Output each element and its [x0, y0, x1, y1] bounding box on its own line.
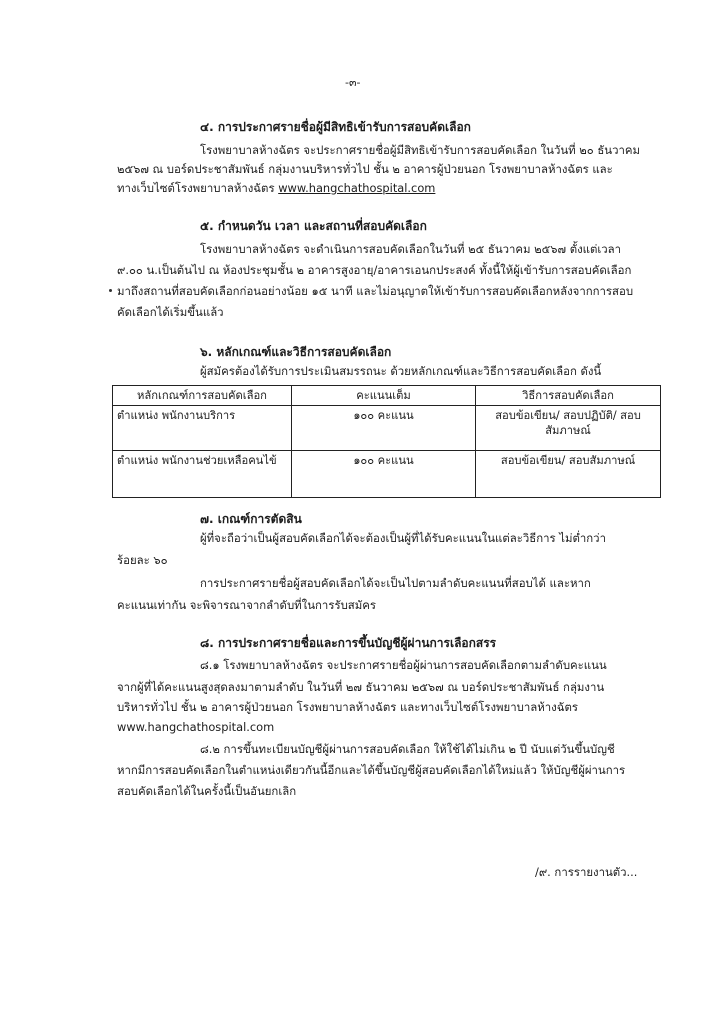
page-number: -๓-	[345, 76, 361, 89]
section-8-heading: ๘. การประกาศรายชื่อและการขึ้นบัญชีผู้ผ่านการเลือกสรร	[200, 636, 497, 650]
section-6-intro: ผู้สมัครต้องได้รับการประเมินสมรรถนะ ด้วยหลักเกณฑ์และวิธีการสอบคัดเลือก ดังนี้	[200, 364, 602, 378]
row-score: ๑๐๐ คะแนน	[292, 406, 476, 451]
section-7-line-1: ผู้ที่จะถือว่าเป็นผู้สอบคัดเลือกได้จะต้องเป็นผู้ที่ได้รับคะแนนในแต่ละวิธีการ ไม่ต่ำกว่า	[200, 531, 606, 545]
section-4-line-3-text: ทางเว็บไซต์โรงพยาบาลห้างฉัตร	[117, 181, 275, 195]
section-5-line-4: คัดเลือกได้เริ่มขึ้นแล้ว	[117, 305, 224, 319]
section-7-line-4: คะแนนเท่ากัน จะพิจารณาจากลำดับที่ในการรับสมัคร	[117, 598, 376, 612]
section-8-2-line-2: หากมีการสอบคัดเลือกในตำแหน่งเดียวกันนี้อีกและได้ขึ้นบัญชีผู้สอบคัดเลือกได้ใหม่แล้ว ให้บัญชีผู้ผ่านการ	[117, 763, 626, 777]
hospital-website-link[interactable]: www.hangchathospital.com	[278, 181, 436, 195]
section-5-line-1: โรงพยาบาลห้างฉัตร จะดำเนินการสอบคัดเลือกในวันที่ ๒๕ ธันวาคม ๒๕๖๗ ตั้งแต่เวลา	[200, 242, 622, 256]
criteria-table-header	[113, 386, 661, 406]
section-8-1-line-2: จากผู้ที่ได้คะแนนสูงสุดลงมาตามลำดับ ในวันที่ ๒๗ ธันวาคม ๒๕๖๗ ณ บอร์ดประชาสัมพันธ์ กลุ่มงาน	[117, 680, 605, 694]
section-7-heading: ๗. เกณฑ์การตัดสิน	[200, 512, 302, 526]
row-position: ตำแหน่ง พนักงานช่วยเหลือคนไข้	[113, 451, 292, 498]
section-6-heading: ๖. หลักเกณฑ์และวิธีการสอบคัดเลือก	[200, 345, 392, 359]
criteria-table	[112, 385, 661, 498]
section-4-line-2: ๒๕๖๗ ณ บอร์ดประชาสัมพันธ์ กลุ่มงานบริหารทั่วไป ชั้น ๒ อาคารผู้ป่วยนอก โรงพยาบาลห้างฉัตร และ	[117, 162, 613, 176]
margin-dot	[109, 289, 112, 292]
section-8-1-line-1: ๘.๑ โรงพยาบาลห้างฉัตร จะประกาศรายชื่อผู้ผ่านการสอบคัดเลือกตามลำดับคะแนน	[200, 658, 607, 672]
section-8-1-line-3: บริหารทั่วไป ชั้น ๒ อาคารผู้ป่วยนอก โรงพยาบาลห้างฉัตร และทางเว็บไซต์โรงพยาบาลห้างฉัตร	[117, 700, 578, 714]
row-method	[476, 451, 661, 498]
table-row	[113, 451, 661, 498]
row-score: ๑๐๐ คะแนน	[292, 451, 476, 498]
section-8-2-line-1: ๘.๒ การขึ้นทะเบียนบัญชีผู้ผ่านการสอบคัดเลือก ให้ใช้ได้ไม่เกิน ๒ ปี นับแต่วันขึ้นบัญชี	[200, 742, 615, 756]
row-method-line-1: สอบข้อเขียน/ สอบสัมภาษณ์	[500, 454, 636, 467]
section-4-line-1: โรงพยาบาลห้างฉัตร จะประกาศรายชื่อผู้มีสิทธิเข้ารับการสอบคัดเลือก ในวันที่ ๒๐ ธันวาคม	[200, 143, 640, 157]
row-method-line-1: สอบข้อเขียน/ สอบปฏิบัติ/ สอบ	[495, 409, 641, 422]
table-row	[113, 406, 661, 451]
section-4-heading: ๔. การประกาศรายชื่อผู้มีสิทธิเข้ารับการสอบคัดเลือก	[200, 120, 471, 134]
footer-continuation: /๙. การรายงานตัว...	[535, 865, 638, 879]
section-4-line-3	[117, 181, 435, 196]
header-criteria: หลักเกณฑ์การสอบคัดเลือก	[113, 386, 292, 406]
row-method	[476, 406, 661, 451]
row-position: ตำแหน่ง พนักงานบริการ	[113, 406, 292, 451]
header-full-score: คะแนนเต็ม	[292, 386, 476, 406]
section-8-2-line-3: สอบคัดเลือกได้ในครั้งนี้เป็นอันยกเลิก	[117, 784, 297, 798]
section-5-heading: ๕. กำหนดวัน เวลา และสถานที่สอบคัดเลือก	[200, 219, 427, 233]
header-method: วิธีการสอบคัดเลือก	[476, 386, 661, 406]
row-method-line-2: สัมภาษณ์	[545, 424, 591, 437]
section-7-line-3: การประกาศรายชื่อผู้สอบคัดเลือกได้จะเป็นไปตามลำดับคะแนนที่สอบได้ และหาก	[200, 576, 591, 590]
section-5-line-2: ๙.๐๐ น.เป็นต้นไป ณ ห้องประชุมชั้น ๒ อาคารสูงอายุ/อาคารเอนกประสงค์ ทั้งนี้ให้ผู้เข้ารับการสอบคัดเลือก	[117, 263, 632, 277]
section-8-1-website[interactable]: www.hangchathospital.com	[117, 720, 275, 734]
section-5-line-3: มาถึงสถานที่สอบคัดเลือกก่อนอย่างน้อย ๑๕ นาที และไม่อนุญาตให้เข้ารับการสอบคัดเลือกหลังจากการสอบ	[117, 284, 634, 298]
section-7-line-2: ร้อยละ ๖๐	[117, 553, 168, 567]
